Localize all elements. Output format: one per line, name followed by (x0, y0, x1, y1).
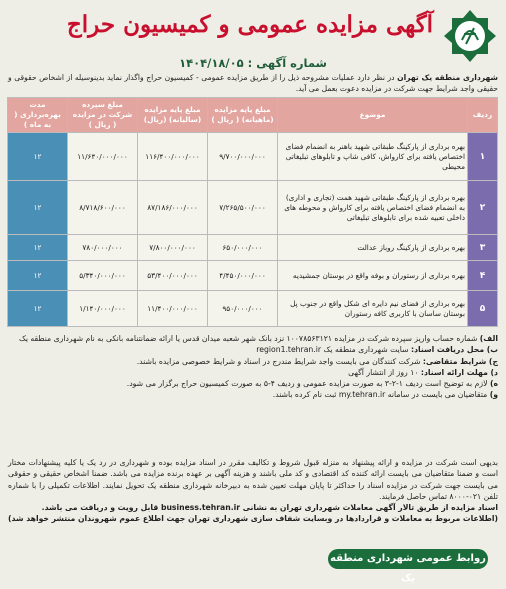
row-yearly: ۵۳/۴۰۰/۰۰۰/۰۰۰ (138, 261, 208, 291)
row-number: ۱ (468, 133, 498, 181)
table-row (8, 235, 498, 261)
condition-item: ب) محل دریافت اسناد: سایت شهرداری منطقه یک region1.tehran.ir (256, 345, 498, 355)
row-topic: بهره برداری از پارکینگ طبقاتی شهید باهنر به انضمام فضای اختصاص یافته برای کارواش، کافی شاپ و تابلوهای تبلیغاتی محیطی (278, 133, 468, 181)
footer-line: اسناد مزایده از طریق تالار آگهی معاملات شهرداری تهران به نشانی business.tehran.ir قابل رویت و دریافت می باشد. (41, 503, 498, 513)
body-paragraph: بدیهی است شرکت در مزایده و ارائه پیشنهاد به منزله قبول شروط و تکالیف مقرر در اسناد مزایده بوده و شهرداری در رد یک یا کلیه پیشنهادات مختار است و ضمنا متقاضیان می بایست ارائه کننده کد اقتصادی و کد ملی باشند و هزینه آگهی بر عهده برنده مزایده می باشد. ضمنا اشخاص حقیقی و حقوقی می بایست جهت شرکت در مزایده اسناد را حداکثر تا پایان مهلت تعیین شده به دبیرخانه شهرداری منطقه یک تحویل نمایند. اطلاعات تکمیلی را با شماره تلفن ۰۲۱-۸۰۰۰ تماس حاصل فرمایند. (8, 458, 498, 501)
header-row-num: ردیف (468, 98, 498, 133)
row-duration: ۱۲ (8, 261, 68, 291)
intro-text: در نظر دارد عملیات مشروحه ذیل را از طریق مزایده عمومی - کمیسیون حراج واگذار نماید بدینوسیله از اشخاص حقوقی و حقیقی واجد شرایط جهت شرکت در مزایده دعوت بعمل می آید. (8, 73, 498, 93)
auction-items-table (7, 97, 498, 327)
body-text (8, 457, 498, 525)
row-duration: ۱۲ (8, 291, 68, 327)
header-duration: مدت بهره‌برداری ( به ماه ) (8, 98, 68, 133)
condition-item: ج) شرایط متقاضی: شرکت کنندگان می بایست واجد شرایط مندرج در اسناد و شرایط خصوصی مزایده باشند. (136, 356, 498, 366)
conditions-list (8, 333, 498, 401)
header-monthly: مبلغ پایه مزایده (ماهیانه) ( ریال ) (208, 98, 278, 133)
signature-badge: روابط عمومی شهرداری منطقه یک (328, 549, 488, 569)
row-monthly: ۹/۷۰۰/۰۰۰/۰۰۰ (208, 133, 278, 181)
row-deposit: ۵/۳۴۰/۰۰۰/۰۰۰ (68, 261, 138, 291)
row-topic: بهره برداری از رستوران و بوفه واقع در بوستان جمشیدیه (278, 261, 468, 291)
row-deposit: ۱/۱۴۰/۰۰۰/۰۰۰ (68, 291, 138, 327)
condition-item: ه) لازم به توضیح است ردیف ۱-۲-۳ به صورت مزایده عمومی و ردیف ۴-۵ به صورت کمیسیون حراج برگزار می شود. (126, 379, 498, 389)
header-deposit: مبلغ سپرده شرکت در مزایده ( ریال ) (68, 98, 138, 133)
intro-org: شهرداری منطقه یک تهران (397, 73, 498, 82)
row-yearly: ۱۱/۴۰۰/۰۰۰/۰۰۰ (138, 291, 208, 327)
row-yearly: ۱۱۶/۴۰۰/۰۰۰/۰۰۰ (138, 133, 208, 181)
table-row (8, 133, 498, 181)
footer-line: (اطلاعات مربوط به معاملات و قراردادها در وبسایت شفاف سازی شهرداری تهران جهت اطلاع عموم شهروندان منتشر خواهد شد) (8, 514, 498, 524)
row-topic: بهره برداری از پارکینگ طبقاتی شهید همت (تجاری و اداری) به انضمام فضای اختصاص یافته برای کارواش و محوطه های داخلی تعبیه شده برای تابلوهای تبلیغاتی (278, 181, 468, 235)
header-topic: موضوع (278, 98, 468, 133)
row-yearly: ۷/۸۰۰/۰۰۰/۰۰۰ (138, 235, 208, 261)
condition-item: د) مهلت ارائه اسناد: ۱۰ روز از انتشار آگهی (348, 367, 498, 377)
row-topic: بهره برداری از پارکینگ روباز عدالت (278, 235, 468, 261)
condition-item: و) متقاضیان می بایست در سامانه my.tehran.ir ثبت نام کرده باشند. (272, 390, 498, 400)
row-number: ۵ (468, 291, 498, 327)
header-yearly: مبلغ پایه مزایده (سالیانه) (ریال) (138, 98, 208, 133)
row-deposit: ۷۸۰/۰۰۰/۰۰۰ (68, 235, 138, 261)
intro-paragraph (8, 72, 498, 94)
ad-number: شماره آگهی : ۱۴۰۴/۱۸/۰۵ (179, 56, 327, 70)
row-deposit: ۸/۷۱۸/۶۰۰/۰۰۰ (68, 181, 138, 235)
row-duration: ۱۲ (8, 235, 68, 261)
row-yearly: ۸۷/۱۸۶/۰۰۰/۰۰۰ (138, 181, 208, 235)
page-title: آگهی مزایده عمومی و کمیسیون حراج (66, 11, 434, 38)
table-row (8, 181, 498, 235)
row-deposit: ۱۱/۶۴۰/۰۰۰/۰۰۰ (68, 133, 138, 181)
row-monthly: ۴/۴۵۰/۰۰۰/۰۰۰ (208, 261, 278, 291)
table-row (8, 291, 498, 327)
row-topic: بهره برداری از فضای نیم دایره ای شکل واقع در جنوب پل بوستان ساسان با کاربری کافه رستوران (278, 291, 468, 327)
row-monthly: ۶۵۰/۰۰۰/۰۰۰ (208, 235, 278, 261)
row-duration: ۱۲ (8, 133, 68, 181)
condition-item: الف) شماره حساب واریز سپرده شرکت در مزایده ۱۰۰۷۸۵۶۳۱۲۱ نزد بانک شهر شعبه میدان قدس یا ارائه ضمانتنامه بانکی به نام شهرداری منطقه یک (18, 334, 498, 343)
row-number: ۳ (468, 235, 498, 261)
row-duration: ۱۲ (8, 181, 68, 235)
row-number: ۲ (468, 181, 498, 235)
row-monthly: ۹۵۰/۰۰۰/۰۰۰ (208, 291, 278, 327)
table-row (8, 261, 498, 291)
row-monthly: ۷/۲۶۵/۵۰۰/۰۰۰ (208, 181, 278, 235)
row-number: ۴ (468, 261, 498, 291)
table-header-row (8, 98, 498, 133)
